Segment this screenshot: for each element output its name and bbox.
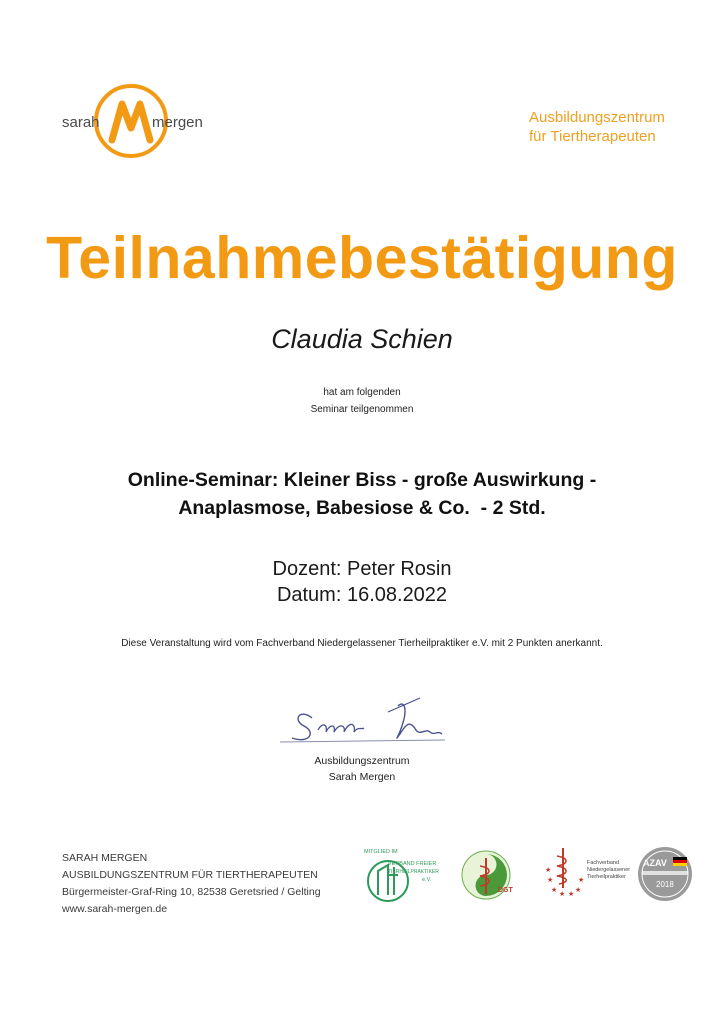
seminar-line2: Anaplasmose, Babesiose & Co. - 2 Std. [178, 497, 546, 519]
lecturer-block [0, 556, 724, 608]
vfth-top: MITGLIED IM [364, 849, 398, 855]
fachverband-badge [541, 842, 631, 898]
footer-line2: AUSBILDUNGSZENTRUM FÜR TIERTHERAPEUTEN [62, 869, 318, 881]
svg-text:★: ★ [559, 890, 566, 898]
signature-caption [0, 753, 724, 785]
org-title-line2: für Tiertherapeuten [529, 128, 656, 145]
lecturer-name: Dozent: Peter Rosin [272, 558, 452, 580]
svg-text:★: ★ [568, 890, 575, 898]
vfth-logo-icon [362, 845, 442, 903]
logo-text-sarah: sarah [62, 114, 100, 131]
fnt-line2: Niedergelassener [587, 867, 631, 873]
footer-line3: Bürgermeister-Graf-Ring 10, 82538 Geretsried / Gelting [62, 886, 321, 898]
azav-badge [636, 845, 694, 903]
dgt-label: DGT [498, 887, 513, 894]
seminar-line1: Online-Seminar: Kleiner Biss - große Auswirkung - [127, 469, 597, 491]
footer-website: www.sarah-mergen.de [62, 903, 168, 915]
svg-text:★: ★ [545, 866, 552, 874]
svg-text:★: ★ [551, 886, 558, 894]
dgt-logo-icon [460, 848, 518, 902]
signature-caption-line2: Sarah Mergen [328, 771, 396, 783]
signature-icon [270, 690, 460, 750]
dgt-badge [460, 848, 518, 902]
org-title-line1: Ausbildungszentrum [529, 109, 665, 126]
footer-line1: SARAH MERGEN [62, 852, 148, 864]
azav-year: 2018 [656, 880, 674, 889]
intro-line2: Seminar teilgenommen [310, 404, 414, 415]
org-title [529, 108, 679, 146]
intro-line1: hat am folgenden [323, 387, 401, 398]
recognition-note: Diese Veranstaltung wird vom Fachverband Niedergelassener Tierheilpraktiker e.V. mit 2 Punkten anerkannt. [121, 638, 603, 649]
svg-text:★: ★ [578, 876, 585, 884]
fnt-line3: Tierheilpraktiker [587, 874, 626, 880]
sarah-mergen-logo [62, 82, 212, 168]
seminar-title [0, 466, 724, 522]
fachverband-logo-icon [541, 842, 631, 898]
seminar-date: Datum: 16.08.2022 [276, 584, 448, 606]
vfth-member-badge [362, 845, 442, 903]
svg-text:★: ★ [547, 876, 554, 884]
certificate-title: Teilnahmebestätigung [46, 225, 678, 291]
vfth-line1: VERBAND FREIER [388, 861, 437, 867]
azav-label: AZAV [643, 858, 667, 868]
intro-text [0, 384, 724, 418]
fnt-line1: Fachverband [587, 860, 620, 866]
svg-text:★: ★ [575, 886, 582, 894]
logo-text-mergen: mergen [152, 114, 203, 131]
azav-seal-icon [636, 845, 694, 903]
signature-caption-line1: Ausbildungszentrum [314, 755, 410, 767]
vfth-line2: TIERHEILPRAKTIKER [388, 869, 439, 875]
vfth-line3: e.V. [422, 877, 432, 883]
participant-name: Claudia Schien [271, 324, 453, 354]
footer-address [62, 850, 321, 918]
